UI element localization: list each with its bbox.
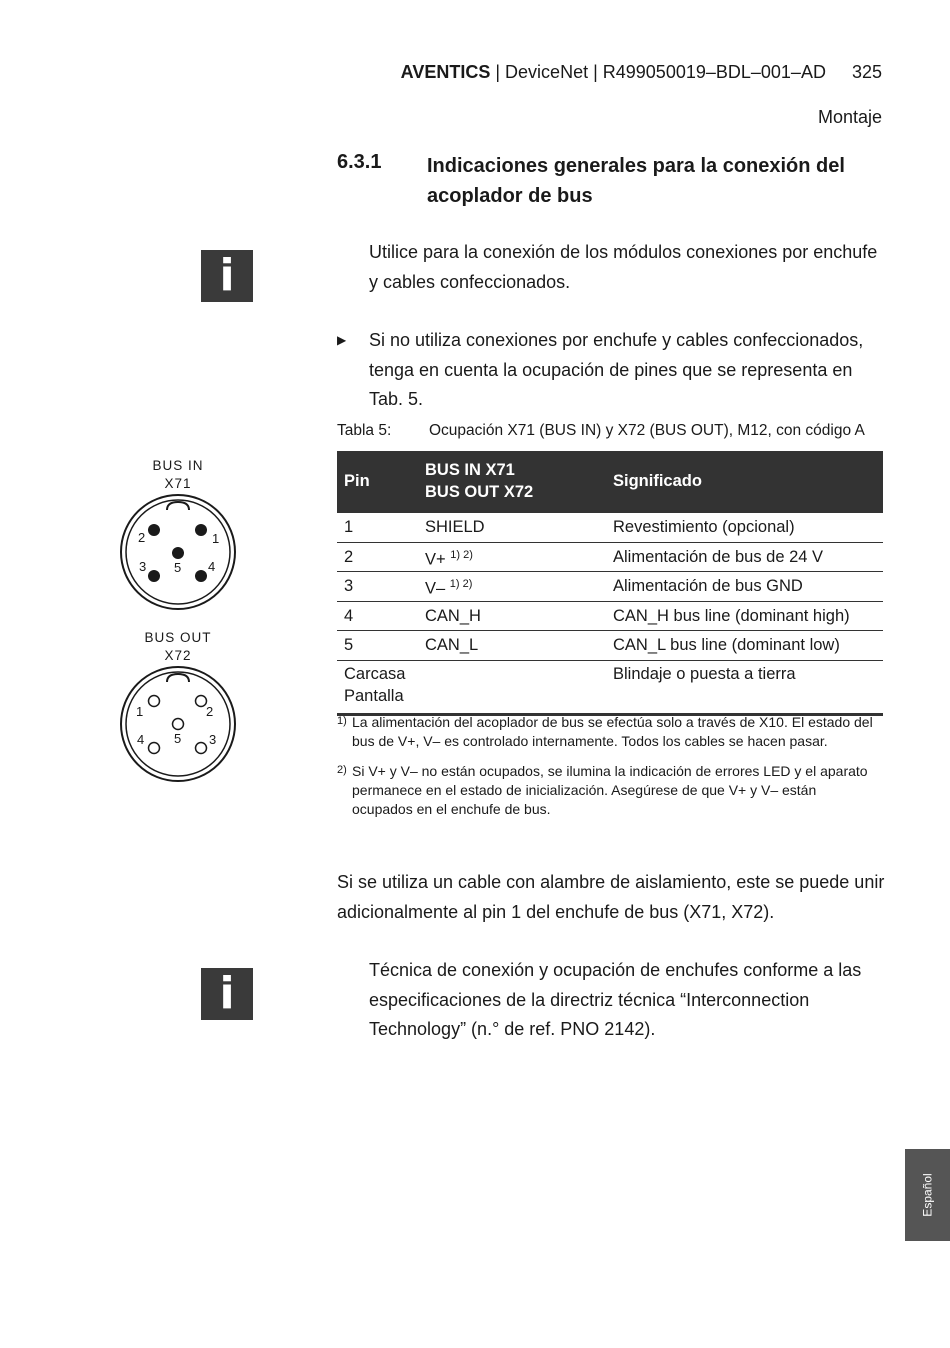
brand-name: AVENTICS: [400, 62, 491, 82]
pin-number: 1: [212, 531, 220, 546]
coding-key: [167, 502, 189, 510]
pin-number: 5: [174, 560, 182, 575]
info-letter-icon: i: [219, 968, 235, 1019]
pin-assignment-table-wrapper: [337, 451, 883, 716]
header-separator: |: [490, 62, 506, 82]
header-meaning: Significado: [606, 451, 883, 512]
connector-label-bus-out: [118, 629, 238, 665]
connector-label-bus-in: [118, 457, 238, 493]
table-caption-text: Ocupación X71 (BUS IN) y X72 (BUS OUT), M12, con código A: [429, 422, 865, 439]
cell-meaning: CAN_H bus line (dominant high): [606, 601, 883, 631]
page-number: 325: [851, 62, 882, 82]
pin-number: 3: [209, 732, 217, 747]
footnote-text: Si V+ y V– no están ocupados, se ilumina la indicación de errores LED y el aparato permanece en el estado de inicialización. Asegúrese de que V+ y V– están ocupados en el enchufe de bus.: [352, 763, 868, 817]
footnote-reference: 1) 2): [450, 548, 473, 561]
pin-number: 2: [138, 530, 146, 545]
footnote-mark: 2): [337, 764, 347, 776]
pin-3-contact: [148, 570, 160, 582]
info-note: Técnica de conexión y ocupación de enchufes conforme a las especificaciones de la directriz técnica “Interconnection Technology” (n.° de ref. PNO 2142).: [369, 960, 862, 1039]
cell-meaning: Revestimiento (opcional): [606, 512, 883, 542]
connector-name: BUS OUT: [144, 630, 212, 645]
pin-number: 4: [208, 559, 216, 574]
connector-inner-ring: [126, 672, 230, 776]
pin-5-contact: [172, 547, 184, 559]
table-caption-label: Tabla 5:: [337, 422, 392, 439]
bus-in-male-connector-diagram: [118, 492, 240, 614]
cell-pin: 2: [337, 542, 418, 572]
pin-number: 2: [206, 704, 214, 719]
cell-meaning: Alimentación de bus GND: [606, 572, 883, 602]
bullet-arrow-icon: ▶: [337, 333, 347, 347]
cell-pin: 3: [337, 572, 418, 602]
cell-pin: 4: [337, 601, 418, 631]
bullet-text: Si no utiliza conexiones por enchufe y cables confeccionados, tenga en cuenta la ocupación de pines que se representa en Tab. 5.: [369, 330, 864, 409]
table-header-row: [337, 451, 883, 512]
pin-2-contact: [148, 524, 160, 536]
pin-3-socket: [196, 743, 207, 754]
document-number: R499050019–BDL–001–AD: [602, 62, 826, 82]
pin-1-socket: [149, 696, 160, 707]
signal-name: V+: [425, 550, 446, 568]
table-row: [337, 601, 883, 631]
product-name: DeviceNet: [505, 62, 589, 82]
header-connector: [418, 451, 606, 512]
cell-pin-line: Carcasa: [344, 664, 406, 683]
signal-name: V–: [425, 579, 446, 598]
cell-signal: [418, 542, 606, 572]
footnote: [337, 713, 887, 751]
header-pin: Pin: [337, 451, 418, 512]
cell-signal: [418, 631, 606, 661]
signal-name: SHIELD: [425, 518, 485, 537]
table-row: [337, 631, 883, 661]
cell-meaning: Alimentación de bus de 24 V: [606, 542, 883, 572]
pin-4-socket: [149, 743, 160, 754]
language-tab-label: Español: [920, 1173, 935, 1217]
pin-4-contact: [195, 570, 207, 582]
signal-name: CAN_L: [425, 636, 479, 655]
cell-pin: 5: [337, 631, 418, 661]
cell-meaning: Blindaje o puesta a tierra: [606, 660, 883, 714]
cell-signal: [418, 512, 606, 542]
connector-outer-ring: [121, 667, 235, 781]
pin-number: 1: [136, 704, 144, 719]
section-title: Indicaciones generales para la conexión del acoplador de bus: [427, 155, 845, 207]
signal-name: CAN_H: [425, 606, 481, 625]
cell-signal: [418, 572, 606, 602]
cell-pin-line: Pantalla: [344, 686, 404, 705]
header-bus-out: BUS OUT X72: [425, 483, 534, 501]
section-number: 6.3.1: [337, 151, 382, 173]
cell-signal: [418, 601, 606, 631]
cell-signal: [418, 660, 606, 714]
pin-5-socket: [173, 719, 184, 730]
pin-number: 4: [137, 732, 145, 747]
shield-paragraph: Si se utiliza un cable con alambre de aislamiento, este se puede unir adicionalmente al pin 1 del enchufe de bus (X71, X72).: [337, 872, 885, 922]
pin-number: 3: [139, 559, 147, 574]
pin-number: 5: [174, 731, 182, 746]
running-header: [330, 62, 882, 83]
info-note: Utilice para la conexión de los módulos conexiones por enchufe y cables confeccionados.: [369, 242, 878, 292]
language-tab: [905, 1149, 950, 1241]
table-row: [337, 660, 883, 714]
connector-id: X71: [164, 476, 192, 491]
table-row: [337, 512, 883, 542]
bus-out-female-connector-diagram: [118, 664, 240, 786]
table-row: [337, 572, 883, 602]
info-letter-icon: i: [219, 250, 235, 301]
pin-assignment-table: [337, 451, 883, 716]
chapter-name: Montaje: [817, 107, 882, 127]
pin-1-contact: [195, 524, 207, 536]
footnote: [337, 762, 887, 819]
header-bus-in: BUS IN X71: [425, 461, 515, 479]
pin-2-socket: [196, 696, 207, 707]
cell-pin: [337, 660, 418, 714]
footnote-reference: 1) 2): [449, 578, 473, 590]
footnote-mark: 1): [337, 715, 347, 727]
info-icon: [201, 250, 253, 302]
connector-name: BUS IN: [152, 458, 204, 473]
cell-pin: 1: [337, 512, 418, 542]
footnote-text: La alimentación del acoplador de bus se efectúa solo a través de X10. El estado del bus de V+, V– es controlado internamente. Todos los cables se hacen pasar.: [352, 714, 873, 749]
coding-key: [167, 674, 189, 682]
header-separator: |: [588, 62, 603, 82]
cell-meaning: CAN_L bus line (dominant low): [606, 631, 883, 661]
connector-id: X72: [164, 648, 192, 663]
table-row: [337, 542, 883, 572]
info-icon: [201, 968, 253, 1020]
